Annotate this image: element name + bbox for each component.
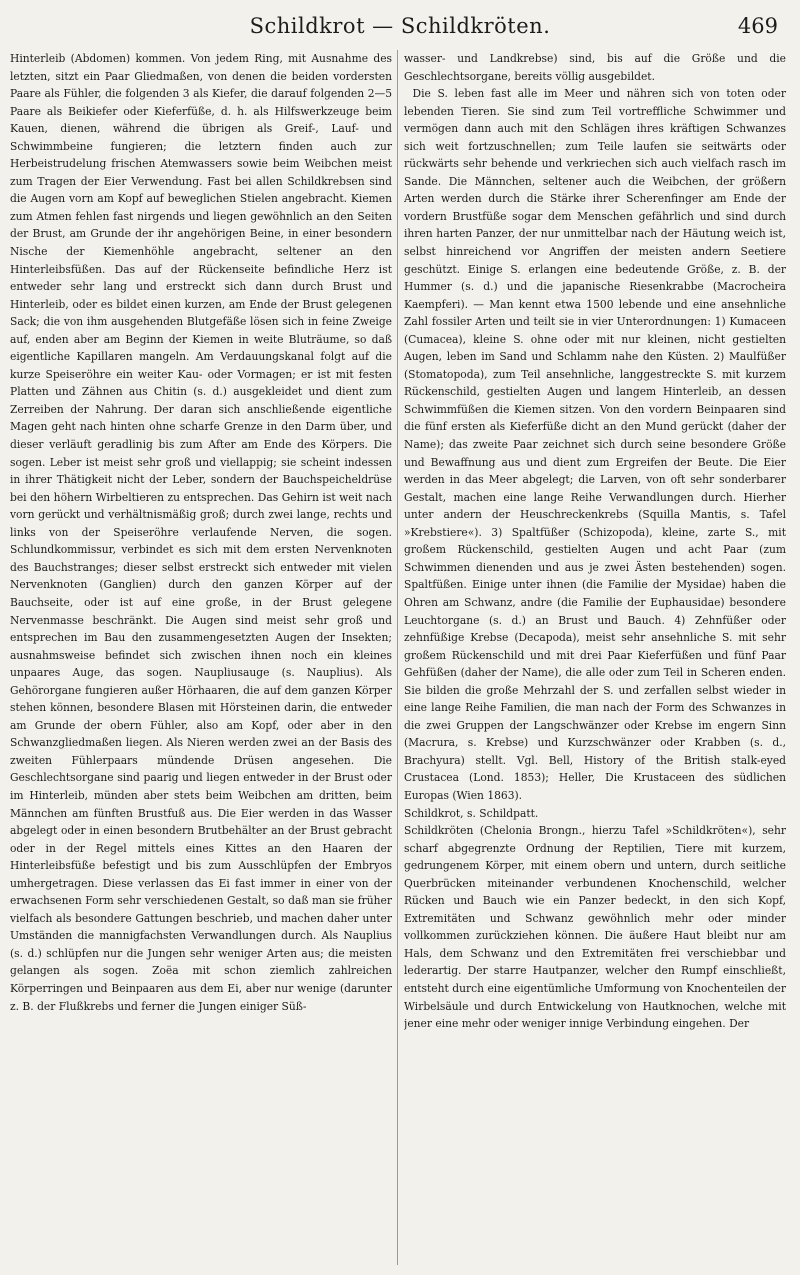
paragraph: Die S. leben fast alle im Meer und nähren sich von toten oder lebenden Tieren. Sie sind zum Teil vortreffliche Schwimmer und vermögen dann auch mit den Schlägen ihres kräftigen Schwanzes sich weit fortzuschnellen; zum Teile laufen sie seitwärts oder rückwärts sehr behende und verkriechen sich auch vielfach rasch im Sande. Die Männchen, seltener auch die Weibchen, der größern Arten werden durch die Stärke ihrer Scherenfinger am Ende der vordern Brustfüße sogar dem Menschen gefährlich und sind durch ihren harten Panzer, der nur unmittelbar nach der Häutung weich ist, selbst hinreichend vor Angriffen der meisten andern Seetiere geschützt. Einige S. erlangen eine bedeutende Größe, z. B. der Hummer (s. d.) und die japanische Riesenkrabbe (Macrocheira Kaempferi). — Man kennt etwa 1500 lebende und eine ansehnliche Zahl fossiler Arten und teilt sie in vier Unterordnungen: 1) Kumaceen (Cumacea), kleine S. ohne oder mit nur kleinen, nicht gestielten Augen, leben im Sand und Schlamm nahe den Küsten. 2) Maulfüßer (Stomatopoda), zum Teil ansehnliche, langgestreckte S. mit kurzem Rückenschild, gestielten Augen und langem Hinterleib, an dessen Schwimmfüßen die Kiemen sitzen. Von den vordern Beinpaaren sind die fünf ersten als Kieferfüße dicht an den Mund gerückt (daher der Name); das zweite Paar zeichnet sich durch seine besondere Größe und Bewaffnung aus und dient zum Ergreifen der Beute. Die Eier werden in das Meer abgelegt; die Larven, von oft sehr sonderbarer Gestalt, machen eine lange Reihe Verwandlungen durch. Hierher unter andern der Heuschreckenkrebs (Squilla Mantis, s. Tafel »Krebstiere«). 3) Spaltfüßer (Schizopoda), kleine, zarte S., mit großem Rückenschild, gestielten Augen und acht Paar (zum Schwimmen dienenden und aus je zwei Ästen bestehenden) sogen. Spaltfüßen. Einige unter ihnen (die Familie der Mysidae) haben die Ohren am Schwanz, andre (die Familie der Euphausidae) besondere Leuchtorgane (s. d.) an Brust und Bauch. 4) Zehnfüßer oder zehnfüßige Krebse (Decapoda), meist sehr ansehnliche S. mit sehr großem Rückenschild und mit drei Paar Kieferfüßen und fünf Paar Gehfüßen (daher der Name), die alle oder zum Teil in Scheren enden. Sie bilden die große Mehrzahl der S. und zerfallen selbst wieder in eine lange Reihe Familien, die man nach der Form des Schwanzes in die zwei Gruppen der Langschwänzer oder Krebse im engern Sinn (Macrura, s. Krebse) und Kurzschwänzer oder Krabben (s. d., Brachyura) stellt. Vgl. Bell, History of the British stalk-eyed Crustacea (Lond. 1853); Heller, Die Krustaceen des südlichen Europas (Wien 1863).	[404, 87, 786, 802]
page-header	[0, 10, 800, 44]
paragraph: Hinterleib (Abdomen) kommen. Von jedem Ring, mit Ausnahme des letzten, sitzt ein Paar Gliedmaßen, von denen die beiden vordersten Paare als Fühler, die folgenden 3 als Kiefer, die darauf folgenden 2—5 Paare als Beikiefer oder Kieferfüße, d. h. als Hilfswerkzeuge beim Kauen, dienen, während die übrigen als Greif-, Lauf- und Schwimmbeine fungieren; die letztern finden auch zur Herbeistrudelung frischen Atemwassers sowie beim Weibchen meist zum Tragen der Eier Verwendung. Fast bei allen Schildkrebsen sind die Augen vorn am Kopf auf beweglichen Stielen angebracht. Kiemen zum Atmen fehlen fast nirgends und liegen gewöhnlich an den Seiten der Brust, am Grunde der ihr angehörigen Beine, in einer besondern Nische der Kiemenhöhle angebracht, seltener an den Hinterleibsfüßen. Das auf der Rückenseite befindliche Herz ist entweder sehr lang und erstreckt sich dann durch Brust und Hinterleib, oder es bildet einen kurzen, am Ende der Brust gelegenen Sack; die von ihm ausgehenden Blutgefäße lösen sich in feine Zweige auf, enden aber am Beginn der Kiemen in weite Bluträume, so daß eigentliche Kapillaren mangeln. Am Verdauungskanal folgt auf die kurze Speiseröhre ein weiter Kau- oder Vormagen; er ist mit festen Platten und Zähnen aus Chitin (s. d.) ausgekleidet und dient zum Zerreiben der Nahrung. Der daran sich anschließende eigentliche Magen geht nach hinten ohne scharfe Grenze in den Darm über, und dieser verläuft geradlinig bis zum After am Ende des Körpers. Die sogen. Leber ist meist sehr groß und viellappig; sie scheint indessen in ihrer Thätigkeit nicht der Leber, sondern der Bauchspeicheldrüse bei den höhern Wirbeltieren zu entsprechen. Das Gehirn ist weit nach vorn gerückt und verhältnismäßig groß; durch zwei lange, rechts und links von der Speiseröhre verlaufende Nerven, die sogen. Schlundkommissur, verbindet es sich mit dem ersten Nervenknoten des Bauchstranges; dieser selbst erstreckt sich entweder mit vielen Nervenknoten (Ganglien) durch den ganzen Körper auf der Bauchseite, oder ist auf eine große, in der Brust gelegene Nervenmasse beschränkt. Die Augen sind meist sehr groß und entsprechen im Bau den zusammengesetzten Augen der Insekten; ausnahmsweise befindet sich zwischen ihnen noch ein kleines unpaares Auge, das sogen. Naupliusauge (s. Nauplius). Als Gehörorgane fungieren außer Hörhaaren, die auf dem ganzen Körper stehen können, besondere Blasen mit Hörsteinen darin, die entweder am Grunde der obern Fühler, also am Kopf, oder aber in den Schwanzgliedmaßen liegen. Als Nieren werden zwei an der Basis des zweiten Fühlerpaars mündende Drüsen angesehen. Die Geschlechtsorgane sind paarig und liegen entweder in der Brust oder im Hinterleib, münden aber stets beim Weibchen am dritten, beim Männchen am fünften Brustfuß aus. Die Eier werden in das Wasser abgelegt oder in einen besondern Brutbehälter an der Brust gebracht oder in der Regel mittels eines Kittes an den Haaren der Hinterleibsfüße befestigt und bis zum Ausschlüpfen der Embryos umhergetragen. Diese verlassen das Ei fast immer in einer von der erwachsenen Form sehr verschiedenen Gestalt, so daß man sie früher vielfach als besondere Gattungen beschrieb, und machen daher unter Umständen die mannigfachsten Verwandlungen durch. Als Nauplius (s. d.) schlüpfen nur die Jungen sehr weniger Arten aus; die meisten gelangen als sogen. Zoëa mit schon ziemlich zahlreichen Körperringen und Beinpaaren aus dem Ei, aber nur wenige (darunter z. B. der Flußkrebs und ferner die Jungen einiger Süß-	[10, 52, 392, 1013]
column-divider	[397, 50, 398, 1265]
left-column	[10, 50, 392, 1265]
entry-schildkrot: Schildkrot, s. Schildpatt.	[404, 806, 539, 820]
entry-schildkroeten: Schildkröten (Chelonia Brongn., hierzu Tafel »Schildkröten«), sehr scharf abgegrenzte Ordnung der Reptilien, Tiere mit kurzem, gedrungenem Körper, mit einem obern und untern, durch seitliche Querbrücken miteinander verbundenen Knochenschild, welcher Rücken und Bauch wie ein Panzer bedeckt, in den sich Kopf, Extremitäten und Schwanz gewöhnlich mehr oder minder vollkommen zurückziehen können. Die äußere Haut bleibt nur am Hals, dem Schwanz und den Extremitäten frei verschiebbar und lederartig. Der starre Hautpanzer, welcher den Rumpf einschließt, entsteht durch eine eigentümliche Umformung von Knochenteilen der Wirbelsäule und durch Entwickelung von Hautknochen, welche mit jener eine mehr oder weniger innige Verbindung eingehen. Der	[404, 824, 786, 1031]
paragraph: wasser- und Landkrebse) sind, bis auf die Größe und die Geschlechtsorgane, bereits völlig ausgebildet.	[404, 52, 786, 83]
page-number: 469	[737, 14, 778, 38]
running-head: Schildkrot — Schildkröten.	[249, 14, 551, 38]
right-column	[404, 50, 786, 1265]
